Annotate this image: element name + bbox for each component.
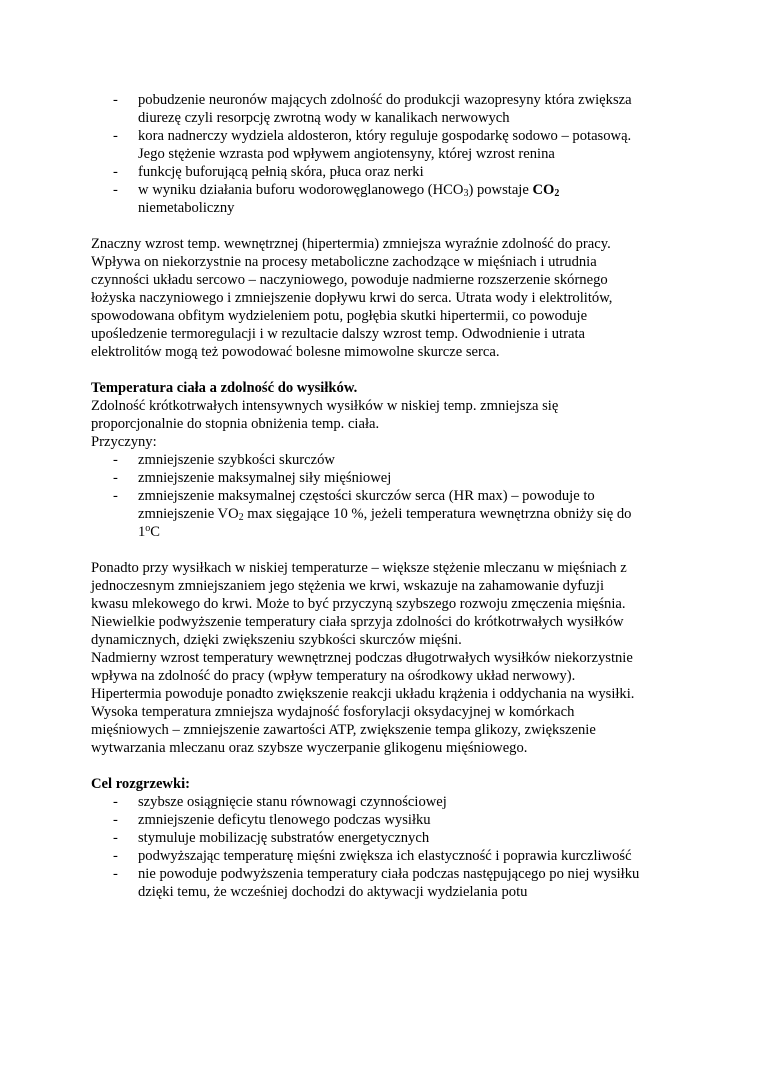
text-run: zmniejszenie VO [138, 506, 239, 522]
list-item-line: - zmniejszenie maksymalnej siły mięśniowej [138, 470, 392, 486]
paragraph-hyperthermia [91, 235, 671, 361]
list-item-line: niemetaboliczny [138, 200, 235, 216]
section-warmup [91, 775, 671, 901]
paragraph-line: upośledzenie termoregulacji i w rezultacie dalszy wzrost temp. Odwodnienie i utrata [91, 326, 585, 342]
list-item-line: - nie powoduje podwyższenia temperatury ciała podczas następującego po niej wysiłku [138, 866, 640, 882]
paragraph-line: łożyska naczyniowego i zmniejszenie dopływu krwi do serca. Utrata wody i elektrolitów, [91, 290, 613, 306]
paragraph-line: czynności układu sercowo – naczyniowego, powoduje nadmierne rozszerzenie skórnego [91, 272, 608, 288]
list-item [91, 163, 671, 181]
list-item [91, 487, 671, 541]
text-run: w wyniku działania buforu wodorowęglanowego (HCO [138, 182, 464, 198]
paragraph-line: Niewielkie podwyższenie temperatury ciała sprzyja zdolności do krótkotrwałych wysiłków [91, 614, 624, 630]
list-item [91, 127, 671, 163]
list-item-line: Jego stężenie wzrasta pod wpływem angiotensyny, której wzrost renina [138, 146, 555, 162]
paragraph-line: Ponadto przy wysiłkach w niskiej temperaturze – większe stężenie mleczanu w mięśniach z [91, 560, 627, 576]
list-item [91, 847, 671, 865]
paragraph-line: wpływa na zdolność do pracy (wpływ temperatury na ośrodkowy układ nerwowy). [91, 668, 576, 684]
list-item-line: - zmniejszenie szybkości skurczów [138, 452, 335, 468]
paragraph-cold-effects [91, 559, 671, 757]
list-item-line: - kora nadnerczy wydziela aldosteron, który reguluje gospodarkę sodowo – potasową. [138, 128, 632, 144]
list-item-line: diurezę czyli resorpcję zwrotną wody w kanalikach nerwowych [138, 110, 510, 126]
list-item [91, 469, 671, 487]
document-page [91, 91, 671, 901]
paragraph-line: Wysoka temperatura zmniejsza wydajność fosforylacji oksydacyjnej w komórkach [91, 704, 575, 720]
intro-list [91, 91, 671, 217]
warmup-list [91, 793, 671, 901]
paragraph-line: elektrolitów mogą też powodować bolesne mimowolne skurcze serca. [91, 344, 500, 360]
list-item-line [138, 181, 671, 199]
paragraph-line: Przyczyny: [91, 434, 157, 450]
text-run: max sięgające 10 %, jeżeli temperatura wewnętrzna obniży się do [243, 506, 632, 522]
list-item-line: - pobudzenie neuronów mających zdolność do produkcji wazopresyny która zwiększa [138, 92, 632, 108]
section-temperature [91, 379, 671, 541]
paragraph-line: Znaczny wzrost temp. wewnętrznej (hipertermia) zmniejsza wyraźnie zdolność do pracy. [91, 236, 611, 252]
paragraph-line: spowodowana obfitym wydzieleniem potu, pogłębia skutki hipertermii, co powoduje [91, 308, 588, 324]
list-item [91, 451, 671, 469]
paragraph-line: Hipertermia powoduje ponadto zwiększenie reakcji układu krążenia i oddychania na wysiłki. [91, 686, 635, 702]
list-item-line: - stymuluje mobilizację substratów energetycznych [138, 830, 430, 846]
paragraph-line: wytwarzania mleczanu oraz szybsze wyczerpanie glikogenu mięśniowego. [91, 740, 528, 756]
paragraph-line: mięśniowych – zmniejszenie zawartości ATP, zwiększenie tempa glikozy, zwiększenie [91, 722, 596, 738]
list-item-line: dzięki temu, że wcześniej dochodzi do aktywacji wydzielania potu [138, 884, 528, 900]
paragraph-line: dynamicznych, dzięki zwiększeniu szybkości skurczów mięśni. [91, 632, 462, 648]
text-run: ) powstaje [468, 182, 533, 198]
list-item [91, 865, 671, 901]
list-item-line: - zmniejszenie deficytu tlenowego podczas wysiłku [138, 812, 431, 828]
list-item [91, 811, 671, 829]
list-item-line: - podwyższając temperaturę mięśni zwiększa ich elastyczność i poprawia kurczliwość [138, 848, 632, 864]
list-item-line: - zmniejszenie maksymalnej częstości skurczów serca (HR max) – powoduje to [138, 488, 595, 504]
paragraph-line: Nadmierny wzrost temperatury wewnętrznej podczas długotrwałych wysiłków niekorzystnie [91, 650, 633, 666]
subscript: 2 [238, 512, 244, 523]
section-heading: Cel rozgrzewki: [91, 776, 191, 792]
list-item [91, 91, 671, 127]
text-run: C [150, 524, 161, 540]
paragraph-line: kwasu mlekowego do krwi. Może to być przyczyną szybszego rozwoju zmęczenia mięśnia. [91, 596, 626, 612]
list-item-line [138, 505, 671, 523]
subscript: 3 [463, 188, 469, 199]
list-item-line: - funkcję buforującą pełnią skóra, płuca oraz nerki [138, 164, 424, 180]
list-item [91, 829, 671, 847]
list-item-line: - szybsze osiągnięcie stanu równowagi czynnościowej [138, 794, 447, 810]
co2-formula: $CO_2$ [532, 182, 560, 199]
list-item-line [138, 523, 671, 541]
paragraph-line: Wpływa on niekorzystnie na procesy metaboliczne zachodzące w mięśniach i utrudnia [91, 254, 597, 270]
paragraph-line: proporcjonalnie do stopnia obniżenia temp. ciała. [91, 416, 380, 432]
list-item [91, 181, 671, 217]
superscript: o [145, 523, 151, 534]
paragraph-line: Zdolność krótkotrwałych intensywnych wysiłków w niskiej temp. zmniejsza się [91, 398, 559, 414]
causes-list [91, 451, 671, 541]
section-heading: Temperatura ciała a zdolność do wysiłków. [91, 380, 358, 396]
text-run: 1 [138, 524, 146, 540]
paragraph-line: jednoczesnym zmniejszaniem jego stężenia we krwi, wskazuje na zahamowanie dyfuzji [91, 578, 605, 594]
list-item [91, 793, 671, 811]
